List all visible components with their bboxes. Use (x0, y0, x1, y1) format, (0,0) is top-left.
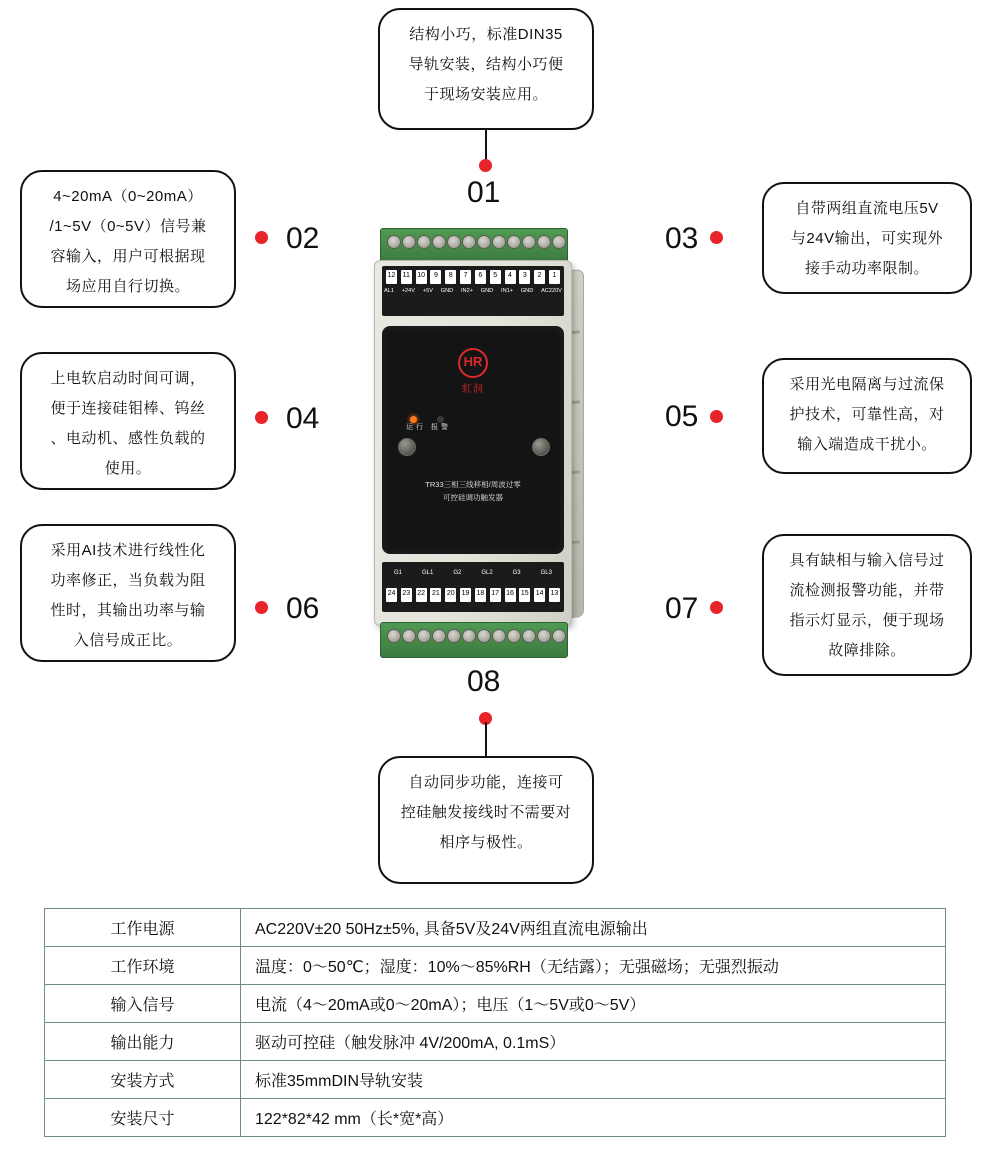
pin-24: 24 (386, 588, 397, 602)
callout-02-line-4: 场应用自行切换。 (65, 278, 190, 295)
callout-bubble-04 (20, 352, 236, 490)
spec-key: 安装尺寸 (45, 1099, 241, 1137)
pin-18: 18 (475, 588, 486, 602)
spec-key: 安装方式 (45, 1061, 241, 1099)
pin-5: 5 (490, 270, 501, 284)
label-ac220v: AC220V (541, 288, 562, 294)
pin-15: 15 (519, 588, 530, 602)
label-gl1: GL1 (421, 570, 434, 576)
label-g1: G1 (393, 570, 402, 576)
pin-21: 21 (430, 588, 441, 602)
callout-05-line-2: 护技术，可靠性高，对 (789, 406, 945, 423)
callout-dot-01 (479, 159, 492, 172)
pin-13: 13 (549, 588, 560, 602)
label-al1: AL1 (384, 288, 394, 294)
pin-9: 9 (430, 270, 441, 284)
pin-17: 17 (490, 588, 501, 602)
callout-dot-06 (255, 601, 268, 614)
pin-14: 14 (534, 588, 545, 602)
callout-number-04: 04 (286, 402, 320, 435)
callout-dot-07 (710, 601, 723, 614)
device-faceplate (382, 326, 564, 554)
callout-04-line-3: 、电动机、感性负载的 (50, 430, 206, 447)
top-terminal-numbers (386, 270, 560, 284)
callout-dot-02 (255, 231, 268, 244)
callout-bubble-07 (762, 534, 972, 676)
callout-06-line-3: 性时，其输出功率与输 (50, 602, 206, 619)
callout-01-line-3: 于现场安装应用。 (423, 86, 548, 103)
pin-2: 2 (534, 270, 545, 284)
callout-02-line-3: 容输入，用户可根据现 (50, 248, 206, 265)
label-g2: G2 (453, 570, 462, 576)
brand-logo (458, 348, 488, 395)
top-terminal-labels (384, 288, 562, 294)
spec-value: 驱动可控硅（触发脉冲 4V/200mA, 0.1mS） (241, 1023, 946, 1061)
led-labels: 运行 报警 (406, 424, 451, 431)
brand-mark-icon: HR (458, 348, 488, 378)
pin-4: 4 (505, 270, 516, 284)
spec-value: 温度：0～50℃；湿度：10%～85%RH（无结露）；无强磁场；无强烈振动 (241, 947, 946, 985)
potentiometer-left (398, 438, 416, 456)
pin-1: 1 (549, 270, 560, 284)
callout-04-line-1: 上电软启动时间可调， (50, 370, 206, 387)
specification-table (44, 908, 946, 1137)
spec-value: AC220V±20 50Hz±5%, 具备5V及24V两组直流电源输出 (241, 909, 946, 947)
callout-07-line-1: 具有缺相与输入信号过 (789, 552, 945, 569)
spec-row (45, 947, 946, 985)
callout-number-01: 01 (467, 176, 501, 209)
callout-06-line-2: 功率修正，当负载为阻 (50, 572, 206, 589)
label-gnd-3: GND (520, 288, 534, 294)
spec-value: 标准35mmDIN导轨安装 (241, 1061, 946, 1099)
spec-key: 工作环境 (45, 947, 241, 985)
bottom-terminal-numbers (386, 588, 560, 602)
callout-bubble-03 (762, 182, 972, 294)
callout-08-line-3: 相序与极性。 (439, 834, 533, 851)
pin-19: 19 (460, 588, 471, 602)
callout-03-line-3: 接手动功率限制。 (804, 260, 929, 277)
callout-bubble-02 (20, 170, 236, 308)
spec-value: 电流（4～20mA或0～20mA）；电压（1～5V或0～5V） (241, 985, 946, 1023)
label-in1: IN1+ (501, 288, 514, 294)
spec-row (45, 1023, 946, 1061)
callout-04-line-2: 便于连接硅钼棒、钨丝 (50, 400, 206, 417)
callout-02-line-2: /1~5V（0~5V）信号兼 (49, 218, 207, 235)
callout-07-line-4: 故障排除。 (828, 642, 906, 659)
connector-08 (485, 722, 487, 758)
model-line-2: 可控硅调功触发器 (443, 493, 503, 502)
spec-key: 输出能力 (45, 1023, 241, 1061)
brand-name-cn: 虹润 (462, 384, 484, 395)
callout-bubble-08 (378, 756, 594, 884)
pin-20: 20 (445, 588, 456, 602)
spec-row (45, 1099, 946, 1137)
spec-row (45, 985, 946, 1023)
callout-06-line-4: 入信号成正比。 (73, 632, 183, 649)
model-text (382, 478, 564, 504)
pin-11: 11 (401, 270, 412, 284)
callout-06-line-1: 采用AI技术进行线性化 (50, 542, 206, 559)
callout-01-line-1: 结构小巧，标准DIN35 (409, 26, 563, 43)
spec-row (45, 1061, 946, 1099)
callout-05-line-1: 采用光电隔离与过流保 (789, 376, 945, 393)
callout-03-line-1: 自带两组直流电压5V (795, 200, 939, 217)
callout-number-03: 03 (665, 222, 699, 255)
label-g3: G3 (512, 570, 521, 576)
pin-6: 6 (475, 270, 486, 284)
label-24v: +24V (401, 288, 415, 294)
top-terminal-block (380, 228, 568, 264)
bottom-terminal-labels (384, 570, 562, 576)
potentiometer-right (532, 438, 550, 456)
callout-number-08: 08 (467, 665, 501, 698)
label-in2: IN2+ (460, 288, 473, 294)
callout-05-line-3: 输入端造成干扰小。 (797, 436, 937, 453)
model-line-1: TR33三相三线移相/周波过零 (425, 480, 521, 489)
callout-number-06: 06 (286, 592, 320, 625)
pin-23: 23 (401, 588, 412, 602)
callout-07-line-3: 指示灯显示，便于现场 (789, 612, 945, 629)
spec-value: 122*82*42 mm（长*宽*高） (241, 1099, 946, 1137)
spec-key: 输入信号 (45, 985, 241, 1023)
callout-number-02: 02 (286, 222, 320, 255)
callout-08-line-1: 自动同步功能，连接可 (408, 774, 564, 791)
callout-dot-04 (255, 411, 268, 424)
pin-16: 16 (505, 588, 516, 602)
callout-03-line-2: 与24V输出，可实现外 (790, 230, 944, 247)
callout-dot-03 (710, 231, 723, 244)
label-gnd-2: GND (480, 288, 494, 294)
callout-bubble-01 (378, 8, 594, 130)
label-gl2: GL2 (481, 570, 493, 576)
callout-number-07: 07 (665, 592, 699, 625)
pin-22: 22 (416, 588, 427, 602)
callout-04-line-4: 使用。 (104, 460, 152, 477)
device-illustration (352, 222, 602, 664)
callout-dot-05 (710, 410, 723, 423)
callout-08-line-2: 控硅触发接线时不需要对 (400, 804, 572, 821)
callout-01-line-2: 导轨安装，结构小巧便 (408, 56, 564, 73)
spec-row (45, 909, 946, 947)
pin-10: 10 (416, 270, 427, 284)
label-gnd-1: GND (440, 288, 454, 294)
callout-02-line-1: 4~20mA（0~20mA） (53, 188, 203, 205)
callout-number-05: 05 (665, 400, 699, 433)
callout-07-line-2: 流检测报警功能，并带 (789, 582, 945, 599)
pin-3: 3 (519, 270, 530, 284)
pin-12: 12 (386, 270, 397, 284)
top-label-strip (382, 266, 564, 316)
pin-8: 8 (445, 270, 456, 284)
spec-key: 工作电源 (45, 909, 241, 947)
pin-7: 7 (460, 270, 471, 284)
bottom-label-strip (382, 562, 564, 612)
label-gl3: GL3 (540, 570, 552, 576)
callout-bubble-05 (762, 358, 972, 474)
label-5v: +5V (422, 288, 433, 294)
callout-bubble-06 (20, 524, 236, 662)
bottom-terminal-block (380, 622, 568, 658)
